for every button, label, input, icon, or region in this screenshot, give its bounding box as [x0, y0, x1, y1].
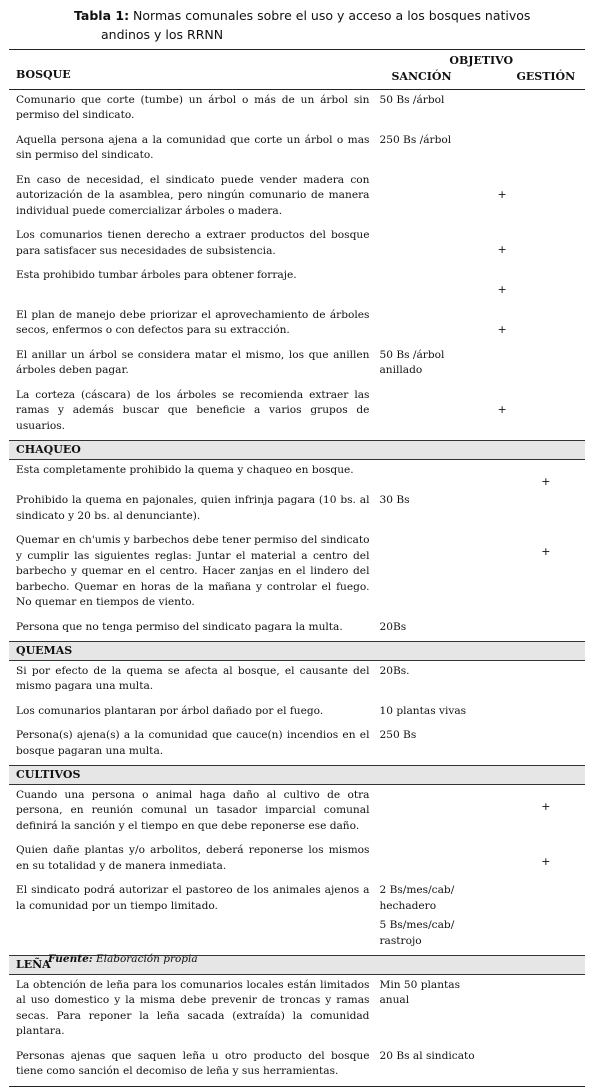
norm-text: El plan de manejo debe priorizar el aprovechamiento de árboles secos, enfermos o con defectos para su extracción. — [16, 308, 370, 336]
sancion-value: 250 Bs /árbol — [379, 133, 452, 146]
gestion-cell — [507, 1046, 585, 1087]
section-title: QUEMAS — [9, 642, 585, 661]
sancion-cell — [377, 530, 506, 617]
sancion-value: 50 Bs /árbol — [379, 93, 445, 106]
sancion-value: 30 Bs — [379, 494, 410, 506]
norms-table — [9, 49, 585, 1087]
norm-text: Esta prohibido tumbar árboles para obtener forraje. — [16, 269, 297, 281]
gestion-mark: + — [541, 545, 551, 558]
section-title: CULTIVOS — [9, 766, 585, 785]
col-sancion: SANCIÓN — [391, 69, 452, 83]
sancion-value: 20Bs. — [379, 664, 410, 677]
gestion-cell — [507, 385, 585, 441]
table-row — [9, 1046, 585, 1087]
norm-text: La obtención de leña para los comunarios locales están limitados al uso domestico y la misma debe prevenir de troncas y ramas secas. Para reponer la leña sacada (extraída) la comunidad plantara. — [16, 978, 370, 1037]
gestion-cell — [507, 617, 585, 642]
norm-text: Persona que no tenga permiso del sindicato pagara la multa. — [16, 620, 343, 633]
norm-text: Si por efecto de la quema se afecta al bosque, el causante del mismo pagara una multa. — [16, 664, 370, 692]
gestion-mark: + — [541, 474, 551, 488]
table-row — [9, 530, 585, 617]
table-row — [9, 880, 585, 956]
gestion-cell — [507, 345, 585, 385]
sancion-value: anual — [379, 994, 410, 1006]
sancion-value: anillado — [379, 364, 423, 376]
table-row — [9, 840, 585, 880]
table-row — [9, 784, 585, 840]
norm-text: Quemar en ch'umis y barbechos debe tener permiso del sindicato y cumplir las siguientes reglas: Juntar el material a centro del barbecho y quemar en el centro. Hacer zanjas en el lindero del barbecho. Quemar en horas de la mañana y controlar el fuego. No quemar en tiempos de viento. — [16, 534, 370, 608]
sancion-cell — [377, 974, 506, 1046]
norm-text: Esta completamente prohibido la quema y chaqueo en bosque. — [16, 463, 354, 476]
table-row — [9, 459, 585, 490]
norm-text: Los comunarios plantaran por árbol dañado por el fuego. — [16, 704, 324, 717]
table-row — [9, 305, 585, 345]
norm-text: Comunario que corte (tumbe) un árbol o más de un árbol sin permiso del sindicato. — [16, 93, 370, 121]
table-row — [9, 660, 585, 701]
sancion-value: rastrojo — [379, 934, 422, 947]
table-row — [9, 345, 585, 385]
table-row — [9, 725, 585, 766]
table-title-line1: Normas comunales sobre el uso y acceso a los bosques nativos — [129, 8, 531, 23]
section-title: CHAQUEO — [9, 441, 585, 460]
norm-text: Prohibido la quema en pajonales, quien infrinja pagara (10 bs. al sindicato y 20 bs. al denunciante). — [16, 494, 370, 522]
table-row — [9, 130, 585, 170]
table-row — [9, 89, 585, 130]
section-header — [9, 642, 585, 661]
sancion-cell — [377, 660, 506, 701]
col-objetivo: OBJETIVO — [449, 54, 514, 67]
sancion-cell — [377, 459, 506, 490]
sancion-cell — [377, 880, 506, 956]
table-row — [9, 617, 585, 642]
source-note: Fuente: Elaboración propia — [48, 953, 198, 965]
gestion-mark: + — [497, 402, 507, 416]
table-row — [9, 490, 585, 530]
gestion-cell — [507, 725, 585, 766]
gestion-mark: + — [541, 799, 551, 813]
gestion-cell — [507, 265, 585, 305]
gestion-cell — [507, 840, 585, 880]
sancion-value: 20Bs — [379, 620, 407, 633]
gestion-mark: + — [497, 187, 507, 201]
gestion-cell — [507, 89, 585, 130]
table-row — [9, 701, 585, 726]
table-row — [9, 225, 585, 265]
sancion-value: 250 Bs — [379, 729, 417, 741]
sancion-cell — [377, 170, 506, 226]
gestion-cell — [507, 130, 585, 170]
gestion-cell — [507, 974, 585, 1046]
norm-text: Aquella persona ajena a la comunidad que corte un árbol o mas sin permiso del sindicato. — [16, 133, 370, 161]
sancion-cell — [377, 130, 506, 170]
table-caption: Tabla 1: Normas comunales sobre el uso y acceso a los bosques nativos andinos y los RRNN — [0, 6, 593, 44]
sancion-value: Min 50 plantas — [379, 978, 461, 991]
sancion-value: 2 Bs/mes/cab/ — [379, 884, 455, 896]
gestion-mark: + — [497, 243, 507, 256]
sancion-cell — [377, 784, 506, 840]
sancion-cell — [377, 1046, 506, 1087]
sancion-cell — [377, 345, 506, 385]
col-bosque: BOSQUE — [16, 68, 71, 81]
table-row — [9, 170, 585, 226]
sancion-cell — [377, 840, 506, 880]
gestion-cell — [507, 490, 585, 530]
sancion-cell — [377, 490, 506, 530]
gestion-mark: + — [497, 283, 507, 296]
sancion-cell — [377, 89, 506, 130]
section-header — [9, 441, 585, 460]
gestion-cell — [507, 530, 585, 617]
norm-text: Personas ajenas que saquen leña u otro producto del bosque tiene como sanción el decomiso de leña y sus herramientas. — [9, 1046, 377, 1087]
sancion-value: hechadero — [379, 899, 437, 912]
sancion-cell — [377, 617, 506, 642]
gestion-mark: + — [497, 322, 507, 336]
norm-text: Persona(s) ajena(s) a la comunidad que cauce(n) incendios en el bosque pagaran una multa. — [16, 729, 370, 757]
sancion-value: 20 Bs al sindicato — [379, 1049, 475, 1062]
sancion-cell — [377, 305, 506, 345]
gestion-cell — [507, 305, 585, 345]
norm-text: La corteza (cáscara) de los árboles se recomienda extraer las ramas y además buscar que beneficie a varios grupos de usuarios. — [16, 388, 370, 432]
table-row — [9, 385, 585, 441]
sancion-value: 10 plantas vivas — [379, 704, 467, 717]
gestion-mark: + — [541, 855, 551, 868]
section-title: LEÑA — [9, 956, 585, 975]
norm-text: El anillar un árbol se considera matar el mismo, los que anillen árboles deben pagar. — [16, 348, 370, 376]
gestion-cell — [507, 701, 585, 726]
sancion-cell — [377, 265, 506, 305]
sancion-cell — [377, 385, 506, 441]
gestion-cell — [507, 660, 585, 701]
norm-text: Quien dañe plantas y/o arbolitos, deberá reponerse los mismos en su totalidad y de manera inmediata. — [16, 844, 370, 872]
gestion-cell — [507, 784, 585, 840]
norm-text: El sindicato podrá autorizar el pastoreo de los animales ajenos a la comunidad por un tiempo limitado. — [16, 884, 370, 912]
gestion-cell — [507, 459, 585, 490]
sancion-value: 5 Bs/mes/cab/ — [379, 919, 455, 931]
gestion-cell — [507, 225, 585, 265]
col-gestion: GESTIÓN — [516, 69, 576, 83]
sancion-cell — [377, 725, 506, 766]
norm-text: En caso de necesidad, el sindicato puede vender madera con autorización de la asamblea, pero ningún comunario de manera individual puede comercializar árboles o madera. — [16, 173, 370, 217]
norm-text: Cuando una persona o animal haga daño al cultivo de otra persona, en reunión comunal un tasador imparcial comunal definirá la sanción y el tiempo en que debe reponerse ese daño. — [16, 788, 370, 832]
norm-text: Los comunarios tienen derecho a extraer productos del bosque para satisfacer sus necesidades de subsistencia. — [16, 229, 370, 257]
gestion-cell — [507, 880, 585, 956]
table-label: Tabla 1 — [74, 8, 125, 23]
sancion-value: 50 Bs /árbol — [379, 348, 445, 361]
sancion-cell — [377, 701, 506, 726]
table-row — [9, 974, 585, 1046]
table-title-line2: andinos y los RRNN — [101, 27, 224, 42]
section-header — [9, 766, 585, 785]
gestion-cell — [507, 170, 585, 226]
sancion-cell — [377, 225, 506, 265]
table-row — [9, 265, 585, 305]
